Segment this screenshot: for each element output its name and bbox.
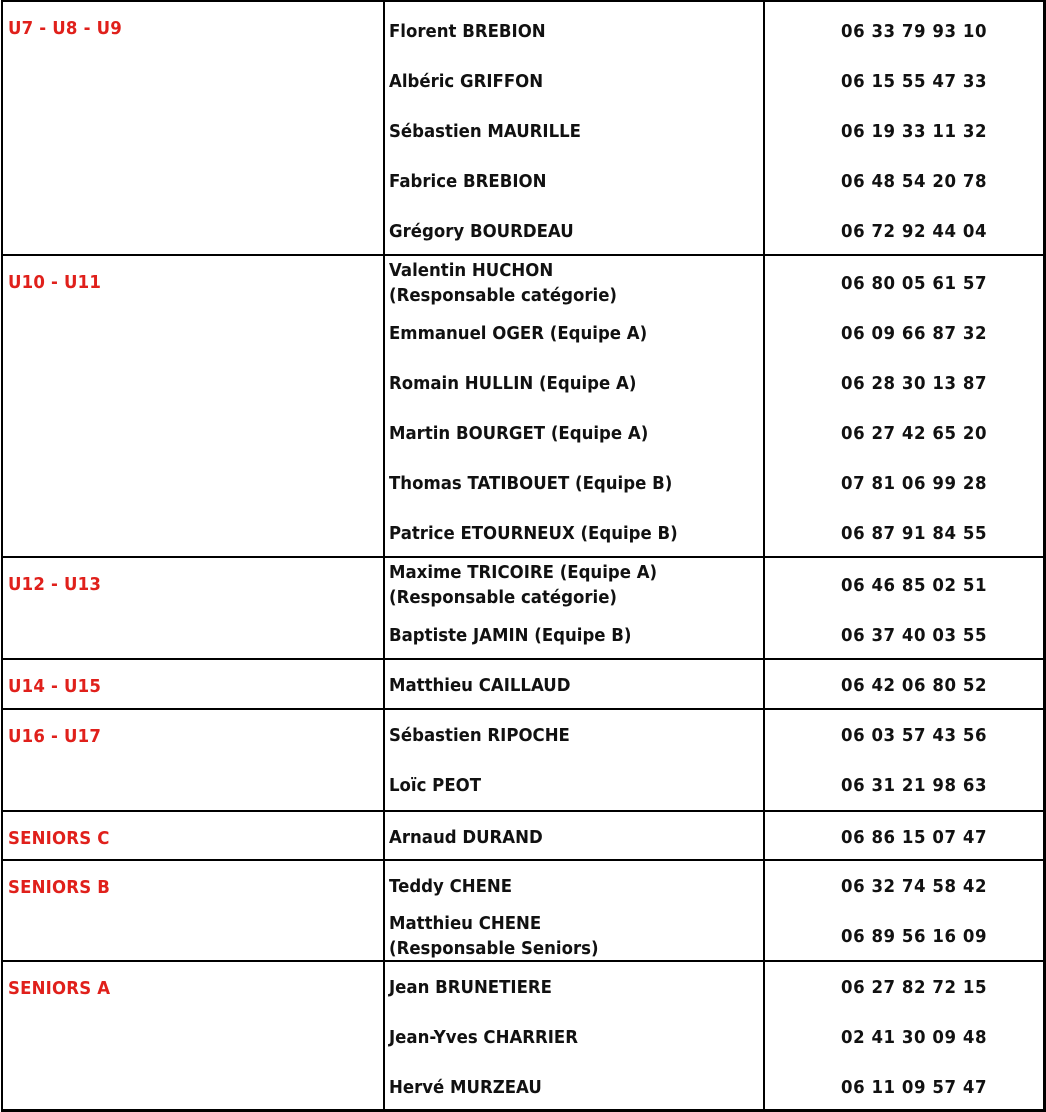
coach-name: Hervé MURZEAU xyxy=(389,1076,542,1098)
table-row xyxy=(3,610,1043,660)
coach-name: Arnaud DURAND xyxy=(389,826,543,848)
category-group xyxy=(3,859,1043,961)
phone-number[interactable]: 06 48 54 20 78 xyxy=(841,170,988,192)
phone-number[interactable]: 06 15 55 47 33 xyxy=(841,70,988,92)
phone-number[interactable]: 06 19 33 11 32 xyxy=(841,120,988,142)
phone-number[interactable]: 06 28 30 13 87 xyxy=(841,372,988,394)
coach-name: Baptiste JAMIN (Equipe B) xyxy=(389,624,632,646)
table-row xyxy=(3,812,1043,862)
coach-name: Jean BRUNETIERE xyxy=(389,976,552,998)
table-row xyxy=(3,710,1043,760)
category-group xyxy=(3,810,1043,860)
phone-number[interactable]: 06 46 85 02 51 xyxy=(841,574,988,596)
coach-name: Grégory BOURDEAU xyxy=(389,220,574,242)
phone-number[interactable]: 06 37 40 03 55 xyxy=(841,624,988,646)
phone-number[interactable]: 06 31 21 98 63 xyxy=(841,774,988,796)
phone-number[interactable]: 06 32 74 58 42 xyxy=(841,875,988,897)
category-group xyxy=(3,254,1043,556)
table-row xyxy=(3,962,1043,1012)
table-row xyxy=(3,1012,1043,1062)
coach-role-note: (Responsable catégorie) xyxy=(389,587,618,608)
phone-number[interactable]: 06 11 09 57 47 xyxy=(841,1076,988,1098)
table-row xyxy=(3,206,1043,256)
category-label: U14 - U15 xyxy=(8,676,102,697)
coach-role-note: (Responsable Seniors) xyxy=(389,938,599,959)
table-row xyxy=(3,106,1043,156)
phone-number[interactable]: 06 89 56 16 09 xyxy=(841,925,988,947)
coach-name: Maxime TRICOIRE (Equipe A) xyxy=(389,562,658,583)
category-label: U7 - U8 - U9 xyxy=(8,18,122,39)
column-divider xyxy=(763,2,765,1109)
table-row xyxy=(3,861,1043,911)
category-label: U16 - U17 xyxy=(8,726,102,747)
table-row xyxy=(3,6,1043,56)
coach-name: Matthieu CHENE xyxy=(389,913,542,934)
category-group xyxy=(3,708,1043,810)
table-row xyxy=(3,156,1043,206)
table-row xyxy=(3,508,1043,558)
coach-name-with-note xyxy=(389,560,657,610)
phone-number[interactable]: 06 72 92 44 04 xyxy=(841,220,988,242)
table-row xyxy=(3,1062,1043,1112)
table-row xyxy=(3,458,1043,508)
table-row xyxy=(3,560,1043,610)
phone-number[interactable]: 06 33 79 93 10 xyxy=(841,20,988,42)
phone-number[interactable]: 06 03 57 43 56 xyxy=(841,724,988,746)
coach-name: Florent BREBION xyxy=(389,20,546,42)
phone-number[interactable]: 06 42 06 80 52 xyxy=(841,674,988,696)
coach-name: Albéric GRIFFON xyxy=(389,70,544,92)
phone-number[interactable]: 07 81 06 99 28 xyxy=(841,472,988,494)
phone-number[interactable]: 02 41 30 09 48 xyxy=(841,1026,988,1048)
category-group xyxy=(3,960,1043,1111)
category-label: U10 - U11 xyxy=(8,272,102,293)
table-row xyxy=(3,308,1043,358)
phone-number[interactable]: 06 27 42 65 20 xyxy=(841,422,988,444)
coach-name: Sébastien MAURILLE xyxy=(389,120,581,142)
coach-name: Matthieu CAILLAUD xyxy=(389,674,571,696)
phone-number[interactable]: 06 87 91 84 55 xyxy=(841,522,988,544)
category-label: SENIORS A xyxy=(8,978,111,999)
phone-number[interactable]: 06 27 82 72 15 xyxy=(841,976,988,998)
table-row xyxy=(3,358,1043,408)
coach-name: Thomas TATIBOUET (Equipe B) xyxy=(389,472,673,494)
coach-name: Loïc PEOT xyxy=(389,774,482,796)
category-group xyxy=(3,556,1043,658)
table-row xyxy=(3,408,1043,458)
column-divider xyxy=(383,2,385,1109)
coach-name: Valentin HUCHON xyxy=(389,260,554,281)
table-row xyxy=(3,760,1043,810)
contacts-table xyxy=(1,0,1046,1112)
table-row xyxy=(3,56,1043,106)
coach-name: Fabrice BREBION xyxy=(389,170,547,192)
coach-name: Teddy CHENE xyxy=(389,875,513,897)
coach-role-note: (Responsable catégorie) xyxy=(389,285,618,306)
coach-name-with-note xyxy=(389,911,599,961)
coach-name: Patrice ETOURNEUX (Equipe B) xyxy=(389,522,678,544)
coach-name: Martin BOURGET (Equipe A) xyxy=(389,422,649,444)
coach-name: Sébastien RIPOCHE xyxy=(389,724,570,746)
table-row xyxy=(3,258,1043,308)
coach-name: Emmanuel OGER (Equipe A) xyxy=(389,322,648,344)
phone-number[interactable]: 06 09 66 87 32 xyxy=(841,322,988,344)
phone-number[interactable]: 06 80 05 61 57 xyxy=(841,272,988,294)
coach-name: Romain HULLIN (Equipe A) xyxy=(389,372,637,394)
category-label: SENIORS C xyxy=(8,828,110,849)
category-label: SENIORS B xyxy=(8,877,111,898)
table-row xyxy=(3,911,1043,961)
category-group xyxy=(3,658,1043,708)
coach-name-with-note xyxy=(389,258,617,308)
category-label: U12 - U13 xyxy=(8,574,102,595)
category-group xyxy=(3,2,1043,254)
phone-number[interactable]: 06 86 15 07 47 xyxy=(841,826,988,848)
table-row xyxy=(3,660,1043,710)
coach-name: Jean-Yves CHARRIER xyxy=(389,1026,579,1048)
